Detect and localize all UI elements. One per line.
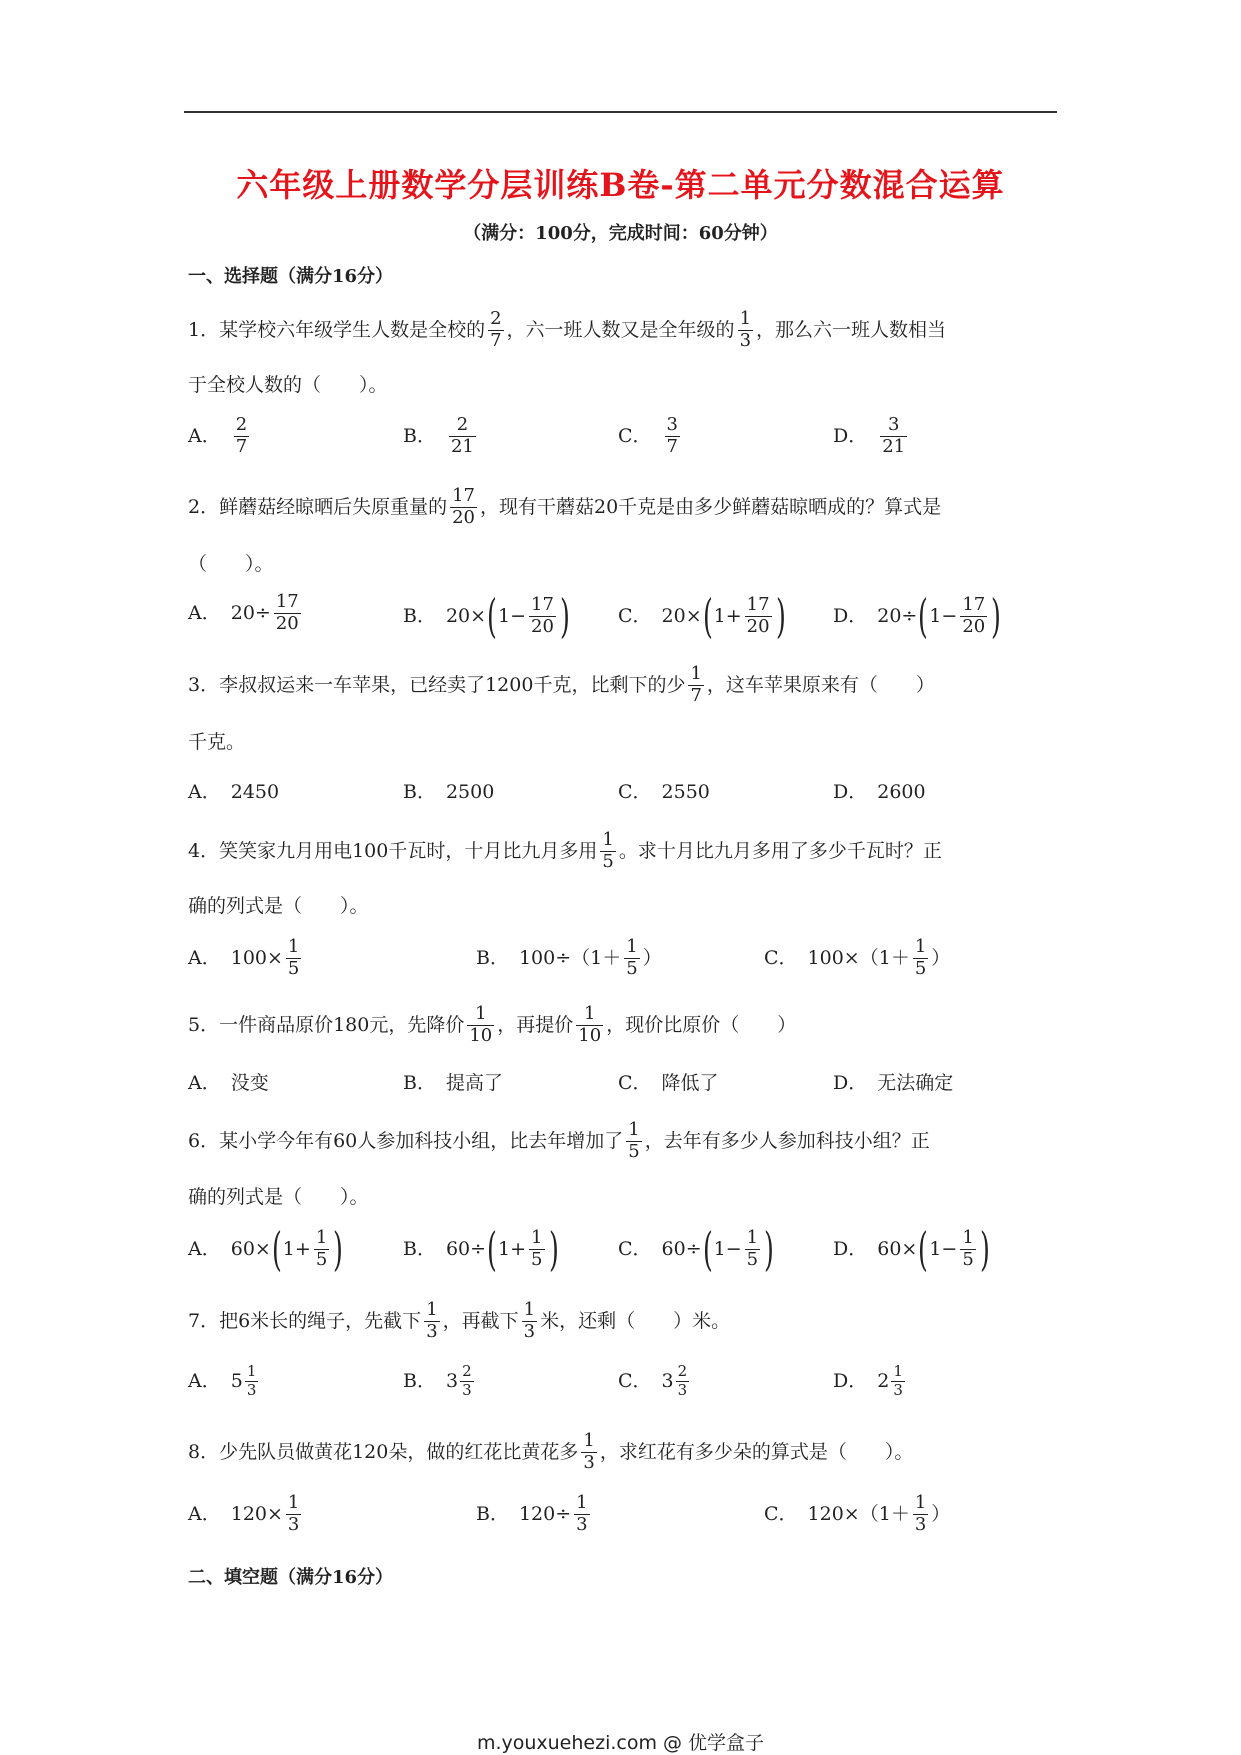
option-label: B． xyxy=(476,1502,509,1525)
option-a[interactable] xyxy=(188,1222,344,1276)
expr-text: 120× xyxy=(230,1502,283,1525)
option-label: D． xyxy=(833,424,868,447)
expr-text: ） xyxy=(931,946,951,969)
denominator: 3 xyxy=(677,1380,688,1399)
question-1 xyxy=(188,310,946,351)
question-text: 3．李叔叔运来一车苹果，已经卖了1200千克，比剩下的少 xyxy=(188,673,686,696)
numerator: 2 xyxy=(235,414,248,435)
denominator: 5 xyxy=(628,1140,640,1162)
fraction xyxy=(529,1226,544,1270)
denominator: 3 xyxy=(426,1320,438,1342)
question-4-cont: 确的列式是（ ）。 xyxy=(188,895,369,917)
denominator: 10 xyxy=(578,1024,602,1046)
option-a[interactable] xyxy=(188,1074,269,1093)
expr-text: 1− xyxy=(713,1237,742,1260)
numerator: 2 xyxy=(456,414,469,435)
denominator: 5 xyxy=(287,957,300,979)
numerator: 1 xyxy=(315,1226,328,1248)
numerator: 1 xyxy=(287,936,300,957)
question-text: 米，还剩（ ）米。 xyxy=(540,1309,731,1332)
option-a[interactable] xyxy=(188,938,304,979)
expr-text: 20÷ xyxy=(877,604,918,627)
question-text: 5．一件商品原价180元，先降价 xyxy=(188,1013,465,1036)
numerator: 2 xyxy=(490,308,502,329)
question-text: ，求红花有多少朵的算式是（ ）。 xyxy=(599,1440,914,1463)
option-b[interactable] xyxy=(403,1222,559,1276)
mixed-number xyxy=(662,1364,691,1399)
fraction xyxy=(522,1301,537,1342)
numerator: 1 xyxy=(739,308,752,329)
option-b[interactable] xyxy=(403,783,494,802)
fraction xyxy=(676,1364,690,1399)
option-text: 降低了 xyxy=(661,1072,719,1094)
numerator: 1 xyxy=(893,1362,903,1380)
option-label: D． xyxy=(833,1369,868,1392)
numerator: 17 xyxy=(452,485,475,506)
numerator: 1 xyxy=(584,1003,596,1024)
option-label: C． xyxy=(618,781,652,803)
mixed-number xyxy=(446,1364,475,1399)
option-text: 提高了 xyxy=(445,1072,503,1094)
right-paren-icon: ) xyxy=(548,1222,559,1276)
fraction xyxy=(286,938,301,979)
denominator: 20 xyxy=(746,615,770,637)
expr-text: 100÷（1＋ xyxy=(518,946,622,969)
option-label: A． xyxy=(188,1237,221,1260)
question-text: ，再截下 xyxy=(442,1309,519,1332)
option-c[interactable] xyxy=(618,416,683,457)
option-text: 无法确定 xyxy=(877,1072,954,1094)
option-b[interactable] xyxy=(476,938,662,979)
expr-text: 1+ xyxy=(498,1237,527,1260)
option-text: 2600 xyxy=(877,781,926,803)
option-label: B． xyxy=(476,946,509,969)
fraction xyxy=(913,938,928,979)
denominator: 5 xyxy=(626,957,638,979)
numerator: 3 xyxy=(666,414,678,435)
denominator: 3 xyxy=(583,1451,595,1473)
question-2-cont: （ ）。 xyxy=(188,553,274,575)
option-d[interactable] xyxy=(833,783,926,802)
numerator: 1 xyxy=(426,1299,438,1320)
numerator: 1 xyxy=(690,663,702,684)
mixed-number xyxy=(231,1364,260,1399)
option-label: A． xyxy=(188,1072,221,1094)
numerator: 2 xyxy=(462,1362,472,1380)
expr-text: 100× xyxy=(230,946,283,969)
expr-text: 120÷ xyxy=(518,1502,572,1525)
numerator: 1 xyxy=(914,936,927,957)
option-label: D． xyxy=(833,604,868,627)
denominator: 5 xyxy=(914,957,927,979)
question-4 xyxy=(188,831,942,872)
fraction xyxy=(576,1005,603,1046)
fraction xyxy=(460,1364,474,1399)
fraction xyxy=(960,1226,975,1270)
question-text: 4．笑笑家九月用电100千瓦时，十月比九月多用 xyxy=(188,839,598,862)
option-label: C． xyxy=(764,946,798,969)
option-label: C． xyxy=(618,1237,652,1260)
footer-watermark: m.youxuehezi.com @ 优学盒子 xyxy=(476,1732,765,1754)
option-c[interactable] xyxy=(618,783,710,802)
numerator: 1 xyxy=(576,1492,588,1513)
denominator: 5 xyxy=(746,1248,759,1270)
option-label: A． xyxy=(188,424,221,447)
question-text: 7．把6米长的绳子，先截下 xyxy=(188,1309,422,1332)
whole-part: 3 xyxy=(445,1369,459,1392)
option-d[interactable] xyxy=(833,589,1002,643)
option-b[interactable] xyxy=(476,1494,593,1535)
question-text: ，六一班人数又是全年级的 xyxy=(506,318,735,341)
fraction xyxy=(245,1364,259,1399)
option-b[interactable] xyxy=(403,1074,503,1093)
whole-part: 3 xyxy=(661,1369,674,1392)
fraction xyxy=(665,416,680,457)
page-title: 六年级上册数学分层训练B卷-第二单元分数混合运算 xyxy=(236,166,1005,204)
numerator: 17 xyxy=(962,593,986,615)
question-text: 8．少先队员做黄花120朵，做的红花比黄花多 xyxy=(188,1440,579,1463)
question-text: 6．某小学今年有60人参加科技小组，比去年增加了 xyxy=(188,1129,624,1152)
fraction xyxy=(450,487,477,528)
left-paren-icon: ( xyxy=(702,589,713,643)
option-label: B． xyxy=(403,1369,436,1392)
numerator: 1 xyxy=(475,1003,487,1024)
numerator: 17 xyxy=(746,593,770,615)
denominator: 20 xyxy=(452,506,475,528)
section-heading-choice: 一、选择题（满分16分） xyxy=(188,266,394,287)
fraction xyxy=(626,1121,641,1162)
question-text: 2．鲜蘑菇经晾晒后失原重量的 xyxy=(188,495,448,518)
denominator: 21 xyxy=(882,435,906,457)
denominator: 20 xyxy=(531,615,554,637)
option-b[interactable] xyxy=(403,1364,475,1399)
option-b[interactable] xyxy=(403,589,571,643)
option-c[interactable] xyxy=(618,1222,775,1276)
denominator: 21 xyxy=(450,435,474,457)
option-label: A． xyxy=(188,1369,221,1392)
option-label: A． xyxy=(188,781,221,803)
left-paren-icon: ( xyxy=(918,1222,929,1276)
fraction xyxy=(488,310,503,351)
expr-text: 1− xyxy=(929,1237,958,1260)
numerator: 1 xyxy=(246,1362,257,1380)
denominator: 7 xyxy=(235,435,248,457)
fraction xyxy=(738,310,753,351)
denominator: 7 xyxy=(690,684,702,706)
left-paren-icon: ( xyxy=(487,589,497,643)
numerator: 1 xyxy=(914,1492,927,1513)
right-paren-icon: ) xyxy=(764,1222,774,1276)
left-paren-icon: ( xyxy=(918,589,929,643)
question-2 xyxy=(188,487,941,528)
numerator: 17 xyxy=(531,593,554,615)
denominator: 3 xyxy=(462,1380,472,1399)
option-label: B． xyxy=(403,604,436,627)
numerator: 1 xyxy=(531,1226,543,1248)
numerator: 1 xyxy=(962,1226,974,1248)
option-label: C． xyxy=(618,1369,652,1392)
numerator: 17 xyxy=(275,591,299,612)
denominator: 3 xyxy=(246,1380,257,1399)
numerator: 1 xyxy=(287,1492,300,1513)
expr-text: 60÷ xyxy=(445,1237,487,1260)
expr-text: 20× xyxy=(445,604,487,627)
option-label: C． xyxy=(764,1502,798,1525)
option-c[interactable] xyxy=(618,1364,690,1399)
question-text: ，那么六一班人数相当 xyxy=(756,318,947,341)
option-d[interactable] xyxy=(833,1074,953,1093)
option-label: C． xyxy=(618,424,652,447)
question-text: ，去年有多少人参加科技小组？正 xyxy=(644,1129,930,1152)
fraction xyxy=(234,416,249,457)
section-heading-fill: 二、填空题（满分16分） xyxy=(188,1567,394,1588)
expr-text: 20× xyxy=(661,604,702,627)
fraction xyxy=(880,416,907,457)
fraction xyxy=(529,593,556,637)
header-rule xyxy=(184,111,1057,113)
fraction xyxy=(745,1226,760,1270)
option-c[interactable] xyxy=(618,589,786,643)
fraction xyxy=(688,665,703,706)
question-text: ，这车苹果原来有（ ） xyxy=(706,673,935,696)
numerator: 1 xyxy=(523,1299,536,1320)
denominator: 10 xyxy=(469,1024,493,1046)
option-label: A． xyxy=(188,946,221,969)
whole-part: 5 xyxy=(230,1369,243,1392)
denominator: 3 xyxy=(287,1513,300,1535)
option-text: 没变 xyxy=(230,1072,269,1094)
numerator: 1 xyxy=(628,1119,640,1140)
question-text: ，再提价 xyxy=(497,1013,574,1036)
left-paren-icon: ( xyxy=(702,1222,713,1276)
numerator: 3 xyxy=(887,414,900,435)
option-d[interactable] xyxy=(833,1222,991,1276)
right-paren-icon: ) xyxy=(333,1222,344,1276)
option-c[interactable] xyxy=(618,1074,719,1093)
denominator: 3 xyxy=(893,1380,903,1399)
question-8 xyxy=(188,1432,913,1473)
option-label: C． xyxy=(618,604,652,627)
whole-part: 2 xyxy=(877,1369,890,1392)
denominator: 3 xyxy=(914,1513,927,1535)
expr-text: 1− xyxy=(929,604,958,627)
denominator: 5 xyxy=(531,1248,543,1270)
question-6 xyxy=(188,1121,930,1162)
fraction xyxy=(286,1494,301,1535)
expr-text: 100×（1＋ xyxy=(807,946,910,969)
expr-text: ） xyxy=(642,946,662,969)
denominator: 3 xyxy=(739,329,752,351)
option-a[interactable] xyxy=(188,783,279,802)
denominator: 20 xyxy=(275,612,299,634)
question-text: 1．某学校六年级学生人数是全校的 xyxy=(188,318,486,341)
fraction xyxy=(913,1494,928,1535)
numerator: 1 xyxy=(583,1430,595,1451)
denominator: 7 xyxy=(666,435,678,457)
expr-text: 60× xyxy=(877,1237,918,1260)
mixed-number xyxy=(877,1364,906,1399)
fraction xyxy=(745,593,772,637)
option-d[interactable] xyxy=(833,1364,906,1399)
numerator: 1 xyxy=(626,936,638,957)
fraction xyxy=(960,593,987,637)
expr-text: 60÷ xyxy=(661,1237,702,1260)
option-label: D． xyxy=(833,781,868,803)
option-a[interactable] xyxy=(188,1364,259,1399)
option-label: B． xyxy=(403,781,436,803)
denominator: 5 xyxy=(962,1248,974,1270)
option-label: B． xyxy=(403,1237,436,1260)
question-3 xyxy=(188,665,935,706)
right-paren-icon: ) xyxy=(979,1222,990,1276)
option-text: 2450 xyxy=(230,781,280,803)
denominator: 5 xyxy=(315,1248,328,1270)
option-c[interactable] xyxy=(764,1494,950,1535)
left-paren-icon: ( xyxy=(487,1222,497,1276)
right-paren-icon: ) xyxy=(559,589,570,643)
question-3-cont: 千克。 xyxy=(188,731,246,753)
question-6-cont: 确的列式是（ ）。 xyxy=(188,1186,369,1208)
denominator: 20 xyxy=(962,615,986,637)
numerator: 1 xyxy=(602,829,614,850)
question-text: ，现有干蘑菇20千克是由多少鲜蘑菇晾晒成的？算式是 xyxy=(480,495,942,518)
expr-text: 120×（1＋ xyxy=(807,1502,910,1525)
numerator: 1 xyxy=(746,1226,759,1248)
option-label: D． xyxy=(833,1072,868,1094)
option-a[interactable] xyxy=(188,1494,304,1535)
right-paren-icon: ) xyxy=(991,589,1002,643)
option-a[interactable] xyxy=(188,593,304,634)
expr-text: ） xyxy=(931,1502,951,1525)
option-label: A． xyxy=(188,601,221,624)
fraction xyxy=(449,416,476,457)
page-subtitle: （满分：100分，完成时间：60分钟） xyxy=(463,223,778,244)
fraction xyxy=(600,831,615,872)
question-text: ，现价比原价（ ） xyxy=(606,1013,797,1036)
question-text: 。求十月比九月多用了多少千瓦时？正 xyxy=(618,839,942,862)
option-label: A． xyxy=(188,1502,221,1525)
question-5 xyxy=(188,1005,796,1046)
fraction xyxy=(274,593,301,634)
option-b[interactable] xyxy=(403,416,479,457)
option-text: 2550 xyxy=(661,781,710,803)
option-text: 2500 xyxy=(445,781,495,803)
option-a[interactable] xyxy=(188,416,252,457)
fraction xyxy=(581,1432,596,1473)
denominator: 3 xyxy=(576,1513,588,1535)
fraction xyxy=(314,1226,329,1270)
option-c[interactable] xyxy=(764,938,950,979)
fraction xyxy=(467,1005,494,1046)
option-label: C． xyxy=(618,1072,652,1094)
option-label: B． xyxy=(403,1072,436,1094)
right-paren-icon: ) xyxy=(775,589,786,643)
expr-text: 60× xyxy=(230,1237,271,1260)
left-paren-icon: ( xyxy=(271,1222,282,1276)
denominator: 3 xyxy=(523,1320,536,1342)
fraction xyxy=(574,1494,589,1535)
fraction xyxy=(624,938,639,979)
expr-text: 1− xyxy=(498,604,527,627)
expr-text: 1+ xyxy=(282,1237,311,1260)
option-label: D． xyxy=(833,1237,868,1260)
question-1-cont: 于全校人数的（ ）。 xyxy=(188,374,388,396)
denominator: 7 xyxy=(490,329,502,351)
fraction xyxy=(891,1364,905,1399)
numerator: 2 xyxy=(677,1362,688,1380)
option-d[interactable] xyxy=(833,416,910,457)
question-7 xyxy=(188,1301,730,1342)
expr-text: 20÷ xyxy=(230,601,271,624)
denominator: 5 xyxy=(602,850,614,872)
expr-text: 1+ xyxy=(713,604,742,627)
option-label: B． xyxy=(403,424,436,447)
fraction xyxy=(424,1301,439,1342)
